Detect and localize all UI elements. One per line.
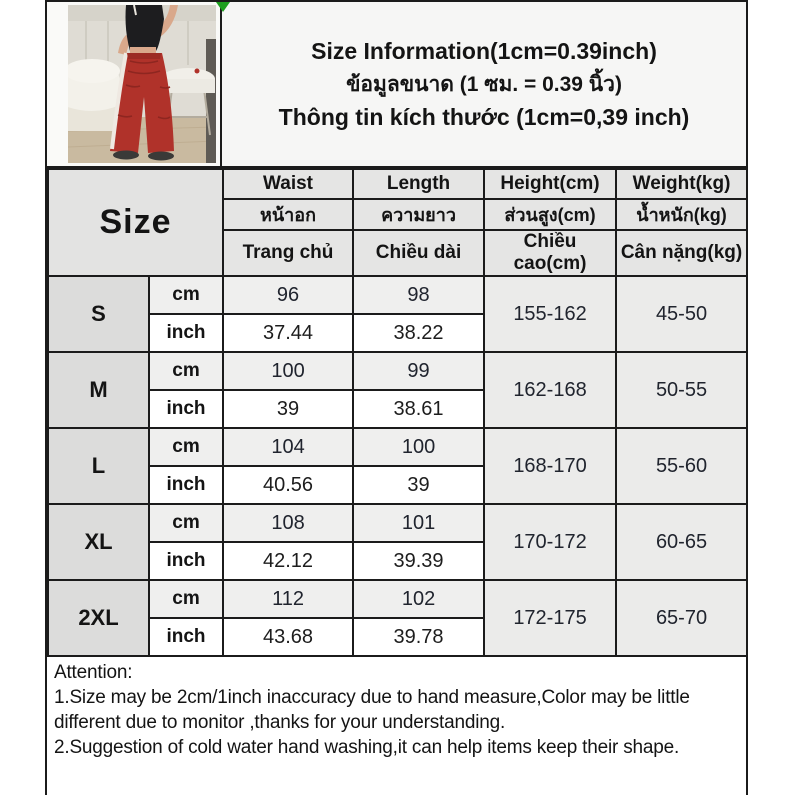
length-cm-value: 101: [353, 504, 484, 542]
waist-inch-value: 43.68: [223, 618, 353, 656]
waist-inch-value: 40.56: [223, 466, 353, 504]
col-height-en: Height(cm): [484, 169, 616, 199]
attention-note-2: 2.Suggestion of cold water hand washing,it can help items keep their shape.: [54, 737, 680, 758]
attention-heading: Attention:: [54, 662, 133, 683]
waist-cm-value: 104: [223, 428, 353, 466]
height-range-value: 170-172: [484, 504, 616, 580]
size-label-cell: 2XL: [48, 580, 149, 656]
col-weight-th: น้ำหนัก(kg): [616, 199, 747, 230]
size-label-cell: L: [48, 428, 149, 504]
weight-range-value: 45-50: [616, 276, 747, 352]
title-thai: ข้อมูลขนาด (1 ซม. = 0.39 นิ้ว): [346, 72, 622, 96]
green-corner-marker-icon: [216, 2, 230, 12]
length-cm-value: 99: [353, 352, 484, 390]
table-row: [48, 352, 747, 390]
title-english: Size Information(1cm=0.39inch): [311, 37, 657, 64]
col-waist-th: หน้าอก: [223, 199, 353, 230]
col-length-th: ความยาว: [353, 199, 484, 230]
waist-cm-value: 108: [223, 504, 353, 542]
height-range-value: 172-175: [484, 580, 616, 656]
length-inch-value: 39.39: [353, 542, 484, 580]
length-cm-value: 100: [353, 428, 484, 466]
table-row: [48, 428, 747, 466]
weight-range-value: 55-60: [616, 428, 747, 504]
unit-cm-label: cm: [149, 428, 223, 466]
col-height-vi: Chiều cao(cm): [484, 230, 616, 276]
weight-range-value: 50-55: [616, 352, 747, 428]
unit-cm-label: cm: [149, 352, 223, 390]
weight-range-value: 60-65: [616, 504, 747, 580]
unit-inch-label: inch: [149, 390, 223, 428]
size-label-cell: S: [48, 276, 149, 352]
size-label-cell: M: [48, 352, 149, 428]
size-chart-table: [47, 168, 748, 657]
product-photo-cell: [47, 2, 222, 166]
unit-inch-label: inch: [149, 542, 223, 580]
height-range-value: 168-170: [484, 428, 616, 504]
length-cm-value: 98: [353, 276, 484, 314]
unit-cm-label: cm: [149, 580, 223, 618]
unit-cm-label: cm: [149, 276, 223, 314]
col-weight-en: Weight(kg): [616, 169, 747, 199]
attention-note-1: 1.Size may be 2cm/1inch inaccuracy due to hand measure,Color may be little different due to monitor ,thanks for your understanding.: [54, 687, 690, 733]
col-waist-en: Waist: [223, 169, 353, 199]
product-photo: [68, 5, 216, 163]
waist-cm-value: 96: [223, 276, 353, 314]
weight-range-value: 65-70: [616, 580, 747, 656]
size-header-cell: Size: [48, 169, 223, 276]
table-row: [48, 504, 747, 542]
length-cm-value: 102: [353, 580, 484, 618]
unit-inch-label: inch: [149, 618, 223, 656]
length-inch-value: 38.22: [353, 314, 484, 352]
table-row: [48, 276, 747, 314]
waist-cm-value: 112: [223, 580, 353, 618]
col-length-vi: Chiều dài: [353, 230, 484, 276]
title-vietnamese: Thông tin kích thước (1cm=0,39 inch): [278, 103, 690, 130]
banner-row: [47, 2, 746, 168]
unit-inch-label: inch: [149, 466, 223, 504]
col-height-th: ส่วนสูง(cm): [484, 199, 616, 230]
col-weight-vi: Cân nặng(kg): [616, 230, 747, 276]
waist-inch-value: 39: [223, 390, 353, 428]
header-row-en: [48, 169, 747, 199]
length-inch-value: 39: [353, 466, 484, 504]
length-inch-value: 39.78: [353, 618, 484, 656]
col-waist-vi: Trang chủ: [223, 230, 353, 276]
attention-notes: [47, 657, 746, 810]
table-row: [48, 580, 747, 618]
unit-inch-label: inch: [149, 314, 223, 352]
length-inch-value: 38.61: [353, 390, 484, 428]
title-block: [222, 2, 746, 166]
waist-inch-value: 42.12: [223, 542, 353, 580]
height-range-value: 162-168: [484, 352, 616, 428]
height-range-value: 155-162: [484, 276, 616, 352]
waist-cm-value: 100: [223, 352, 353, 390]
col-length-en: Length: [353, 169, 484, 199]
unit-cm-label: cm: [149, 504, 223, 542]
size-label-cell: XL: [48, 504, 149, 580]
size-chart-sheet: [45, 0, 748, 795]
waist-inch-value: 37.44: [223, 314, 353, 352]
